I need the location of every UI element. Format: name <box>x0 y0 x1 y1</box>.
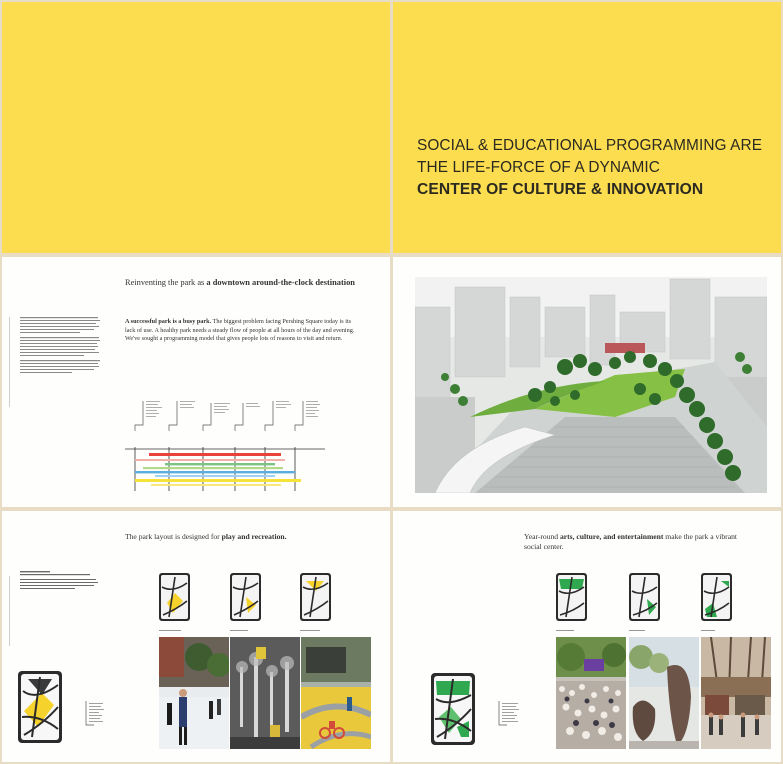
timeline-bar-green <box>165 463 275 465</box>
page-arts-culture <box>393 511 781 762</box>
photo-graphic <box>556 637 626 749</box>
intro-paragraph <box>125 318 357 344</box>
side-note-lines <box>20 571 100 597</box>
intro-paragraph-bold: A successful park is a busy park. <box>125 318 212 325</box>
page-title <box>524 532 737 552</box>
timeline-bar-yellow <box>135 479 301 482</box>
photo-graphic <box>301 637 371 749</box>
park-map-icon-2 <box>629 573 660 621</box>
page-title-bold: a downtown around-the-clock destination <box>206 278 355 287</box>
aerial-rendering-graphic <box>415 277 767 493</box>
park-map-graphic <box>431 673 475 745</box>
timeline-bar-lightblue <box>155 475 275 477</box>
timeline-bar-pink <box>135 459 285 461</box>
page-play-recreation <box>2 511 390 762</box>
intro-paragraph-text: The biggest problem facing Pershing Square today is its lack of use. A healthy park needs a steady flow of people at all hours of the day and evening. We've sought a programming model that gives people lots of reasons to visit and return. <box>125 318 355 343</box>
park-map-icon-1 <box>159 573 190 621</box>
page-title <box>125 278 355 287</box>
side-notes <box>20 317 102 399</box>
page-title-line-2: social center. <box>524 542 564 551</box>
park-map-icon-3 <box>701 573 732 621</box>
programming-timeline-chart <box>125 395 325 495</box>
page-destination <box>2 257 390 507</box>
photo-market-stalls <box>701 637 771 749</box>
photo-captions <box>556 629 776 634</box>
park-map-icon-graphic <box>300 573 331 621</box>
timeline-bar-lightgreen <box>143 467 283 469</box>
page-aerial-rendering <box>393 257 781 507</box>
page-title <box>125 532 287 541</box>
photo-playground <box>301 637 371 749</box>
page-title-prefix: Year-round <box>524 532 560 541</box>
park-map-icon-graphic <box>159 573 190 621</box>
photo-graphic <box>701 637 771 749</box>
headline-line-3: CENTER OF CULTURE & INNOVATION <box>417 181 704 198</box>
vertical-rule <box>9 576 10 646</box>
park-map-icon-2 <box>230 573 261 621</box>
cover-panel-headline <box>393 2 781 253</box>
page-title-prefix: The park layout is designed for <box>125 532 222 541</box>
vertical-rule <box>9 317 10 407</box>
photo-captions <box>159 629 379 634</box>
park-map-icon-graphic <box>556 573 587 621</box>
page-title-prefix: Reinventing the park as <box>125 278 207 287</box>
photo-fountain <box>230 637 300 749</box>
page-title-bold: arts, culture, and entertainment <box>559 532 664 541</box>
side-note <box>20 571 100 599</box>
headline <box>417 135 762 201</box>
map-legend <box>80 699 110 739</box>
park-map-icon-1 <box>556 573 587 621</box>
park-map-yellow-large <box>18 671 62 743</box>
park-map-icon-3 <box>300 573 331 621</box>
park-map-icon-graphic <box>230 573 261 621</box>
park-map-green-large <box>431 673 475 745</box>
photo-graphic <box>629 637 699 749</box>
side-notes-lines <box>20 317 102 397</box>
photo-graphic <box>230 637 300 749</box>
park-map-icon-graphic <box>701 573 732 621</box>
cover-panel-blank <box>2 2 390 253</box>
photo-skaters <box>159 637 229 749</box>
timeline-bar-lightyellow <box>151 484 281 486</box>
headline-line-2: THE LIFE-FORCE OF A DYNAMIC <box>417 159 660 176</box>
park-map-icon-graphic <box>629 573 660 621</box>
park-map-graphic <box>18 671 62 743</box>
photo-concert-crowd <box>556 637 626 749</box>
aerial-rendering-image <box>415 277 767 493</box>
timeline-bar-red <box>149 453 281 456</box>
timeline-bar-blue <box>135 471 295 473</box>
page-title-bold: play and recreation. <box>221 532 287 541</box>
photo-graphic <box>159 637 229 749</box>
page-title-suffix: make the park a vibrant <box>663 532 737 541</box>
map-legend <box>493 699 527 739</box>
photo-sculpture <box>629 637 699 749</box>
page-title-line-1 <box>524 532 737 542</box>
headline-line-1: SOCIAL & EDUCATIONAL PROGRAMMING ARE <box>417 137 763 154</box>
